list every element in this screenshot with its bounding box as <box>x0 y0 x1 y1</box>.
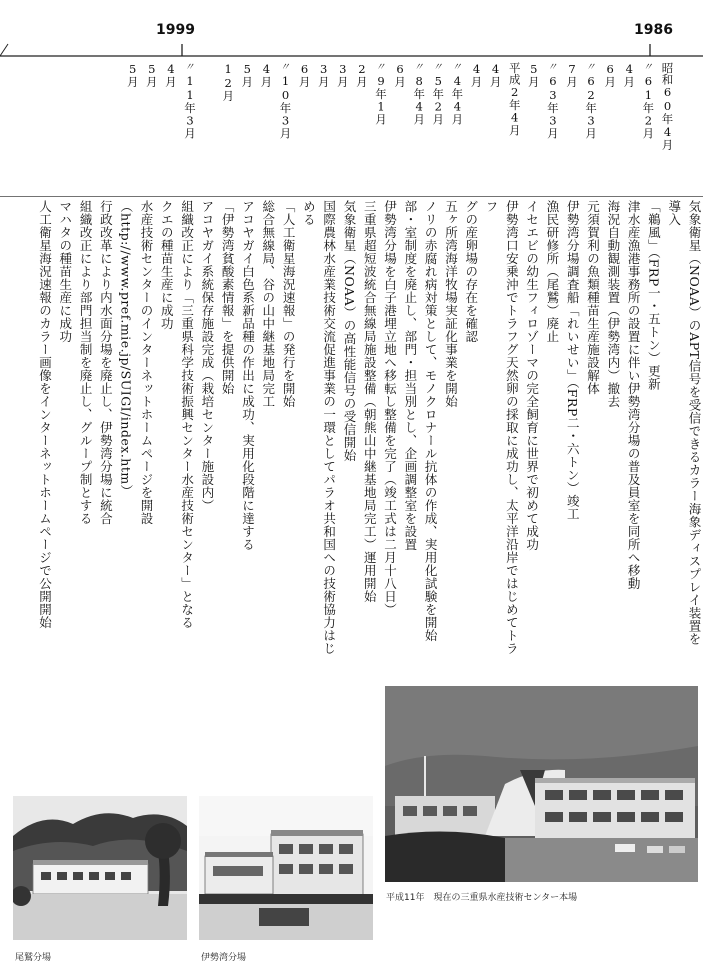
ditto-mark: 〃 <box>184 62 195 73</box>
ditto-mark: 〃 <box>375 62 386 73</box>
date-column <box>278 62 292 139</box>
date-text: 4月 <box>163 62 178 88</box>
date-text: 5月 <box>144 62 159 88</box>
owase-branch-photo <box>13 796 187 940</box>
event-line: マハタの種苗生産に成功 <box>57 200 73 343</box>
event-line: 伊勢湾分場を白子港埋立地へ移転し整備を完了（竣工式は二月十八日） <box>382 200 398 616</box>
date-column <box>488 62 502 88</box>
event-line: 人工衛星海況速報のカラー画像をインターネットホームページで公開開始 <box>37 200 53 629</box>
date-text: 5年2月 <box>431 74 446 125</box>
main-building-caption: 平成11年 現在の三重県水産技術センター本場 <box>386 893 578 903</box>
date-text: 5月 <box>526 62 541 88</box>
date-text: 6月 <box>297 62 312 88</box>
event-line: 三重県超短波統合無線局施設整備（朝熊山中継基地局完工）運用開始 <box>362 200 378 603</box>
event-list <box>37 200 703 660</box>
date-column <box>641 62 655 139</box>
event-line: ノリの赤腐れ病対策として、モノクロナール抗体の作成、実用化試験を開始 <box>423 200 439 642</box>
date-column <box>125 62 139 88</box>
event-line: アコヤガイ白色系新品種の作出に成功、実用化段階に達する <box>240 200 256 551</box>
date-text: 63年3月 <box>545 74 560 139</box>
date-text: 5月 <box>240 62 255 88</box>
date-text: 3月 <box>335 62 350 88</box>
date-text: 6月 <box>393 62 408 88</box>
year-marker-1999: 1999 <box>156 22 195 38</box>
date-text: 9年1月 <box>374 74 388 125</box>
event-line: 総合無線局、谷の山中継基地局完工 <box>260 200 276 408</box>
event-line: 「伊勢湾貧酸素情報」を提供開始 <box>220 200 236 395</box>
ditto-mark: 〃 <box>280 62 290 73</box>
event-line: 海況自動観測装置（伊勢湾内）撤去 <box>605 200 621 408</box>
date-text: 11年3月 <box>183 74 197 139</box>
date-text: 4月 <box>488 62 503 88</box>
ditto-mark: 〃 <box>413 62 424 73</box>
timeline-header <box>0 0 703 62</box>
date-text: 3月 <box>316 62 331 88</box>
date-column <box>660 62 674 150</box>
date-text: 4月 <box>259 62 274 88</box>
date-column <box>163 62 177 88</box>
event-line: 部・室制度を廃止し、部門・担当別とし、企画調整室を設置 <box>402 200 418 551</box>
date-column <box>545 62 559 139</box>
event-line: 水産技術センターのインターネットホームページを開設 <box>138 200 154 525</box>
date-column <box>584 62 598 139</box>
event-line: クエの種苗生産に成功 <box>159 200 175 330</box>
date-column <box>431 62 445 125</box>
date-column <box>259 62 273 88</box>
event-line: 伊勢湾分場調査船「れいせい」（FRP二・六トン）竣工 <box>565 200 581 521</box>
date-text: 8年4月 <box>412 74 427 125</box>
event-line: 組織改正により「三重県科学技術振興センター水産技術センター」となる <box>179 200 195 629</box>
date-text: 4月 <box>622 62 637 88</box>
event-line: 導入 <box>666 200 682 226</box>
main-building-photo <box>385 686 698 882</box>
date-text: 7月 <box>565 62 579 88</box>
event-line: 「鵜風」（FRP一・五トン）更新 <box>646 200 662 391</box>
section-divider <box>0 195 703 199</box>
ditto-mark: 〃 <box>585 62 596 73</box>
date-column <box>412 62 426 125</box>
event-line: 気象衛星（NOAA）のAPT信号を受信できるカラー海象ディスプレイ装置を <box>687 200 702 646</box>
date-column <box>622 62 636 88</box>
event-line: グの産卵場の存在を確認 <box>463 200 479 343</box>
ditto-mark: 〃 <box>451 62 462 73</box>
ditto-mark: 〃 <box>547 62 558 73</box>
date-text: 4月 <box>660 124 675 150</box>
event-line: 元須賀利の魚類種苗生産施設解体 <box>585 200 601 395</box>
date-text: 2月 <box>354 62 369 88</box>
date-text: 4年4月 <box>450 74 465 125</box>
year-marker-1986: 1986 <box>634 22 673 38</box>
event-line: イセエビの幼生フィロゾーマの完全飼育に世界で初めて成功 <box>524 200 540 551</box>
event-line: 気象衛星（NOAA）の高性能信号の受信開始 <box>341 200 357 463</box>
date-text: 12月 <box>221 62 236 102</box>
date-text: 6月 <box>603 62 618 88</box>
isewan-branch-photo <box>199 796 373 940</box>
event-line: （http://www.pref.mie.jp/SUIGI/index.htm） <box>118 200 134 498</box>
date-column <box>240 62 254 88</box>
date-column <box>354 62 368 88</box>
date-column <box>393 62 407 88</box>
date-column <box>297 62 311 88</box>
date-text: 62年3月 <box>584 74 599 139</box>
date-column <box>221 62 235 102</box>
date-text: 10年3月 <box>278 74 293 139</box>
owase-branch-caption: 尾鷲分場 <box>15 953 52 963</box>
isewan-branch-caption: 伊勢湾分場 <box>201 953 247 963</box>
event-line: 伊勢湾口安乗沖でトラフグ天然卵の採取に成功し、太平洋沿岸ではじめてトラフ <box>484 200 520 655</box>
date-column <box>469 62 483 88</box>
event-line: 行政改革により内水面分場を廃止し、伊勢湾分場に統合 <box>98 200 114 525</box>
date-column <box>565 62 579 88</box>
event-line: 漁民研修所（尾鷲）廃止 <box>544 200 560 343</box>
date-text: 平成2年4月 <box>507 62 522 136</box>
date-column <box>450 62 464 125</box>
event-line: アコヤガイ系統保存施設完成（栽培センター施設内） <box>199 200 215 512</box>
date-column <box>316 62 330 88</box>
event-line: 津水産漁港事務所の設置に伴い伊勢湾分場の普及員室を同所へ移動 <box>626 200 642 590</box>
date-column <box>335 62 349 88</box>
ditto-mark: 〃 <box>432 62 443 73</box>
event-line: 「人工衛星海況速報」の発行を開始 <box>281 200 297 408</box>
date-column <box>183 62 197 139</box>
date-column <box>603 62 617 88</box>
date-column <box>526 62 540 88</box>
timeline-axis <box>0 0 703 62</box>
date-column <box>507 62 521 136</box>
date-text: 4月 <box>469 62 484 88</box>
date-text: 61年2月 <box>641 74 656 139</box>
date-column <box>144 62 158 88</box>
event-line: 国際農林水産業技術交流促進事業の一環としてパラオ共和国への技術協力はじめる <box>301 200 337 655</box>
ditto-mark: 〃 <box>642 62 653 73</box>
date-columns <box>0 62 703 192</box>
event-line: 五ヶ所湾海洋牧場実証化事業を開始 <box>443 200 459 408</box>
date-column <box>374 62 388 125</box>
date-text: 昭和60年 <box>660 62 675 125</box>
date-text: 5月 <box>125 62 140 88</box>
event-line: 組織改正により部門担当制を廃止し、グループ制とする <box>78 200 94 525</box>
